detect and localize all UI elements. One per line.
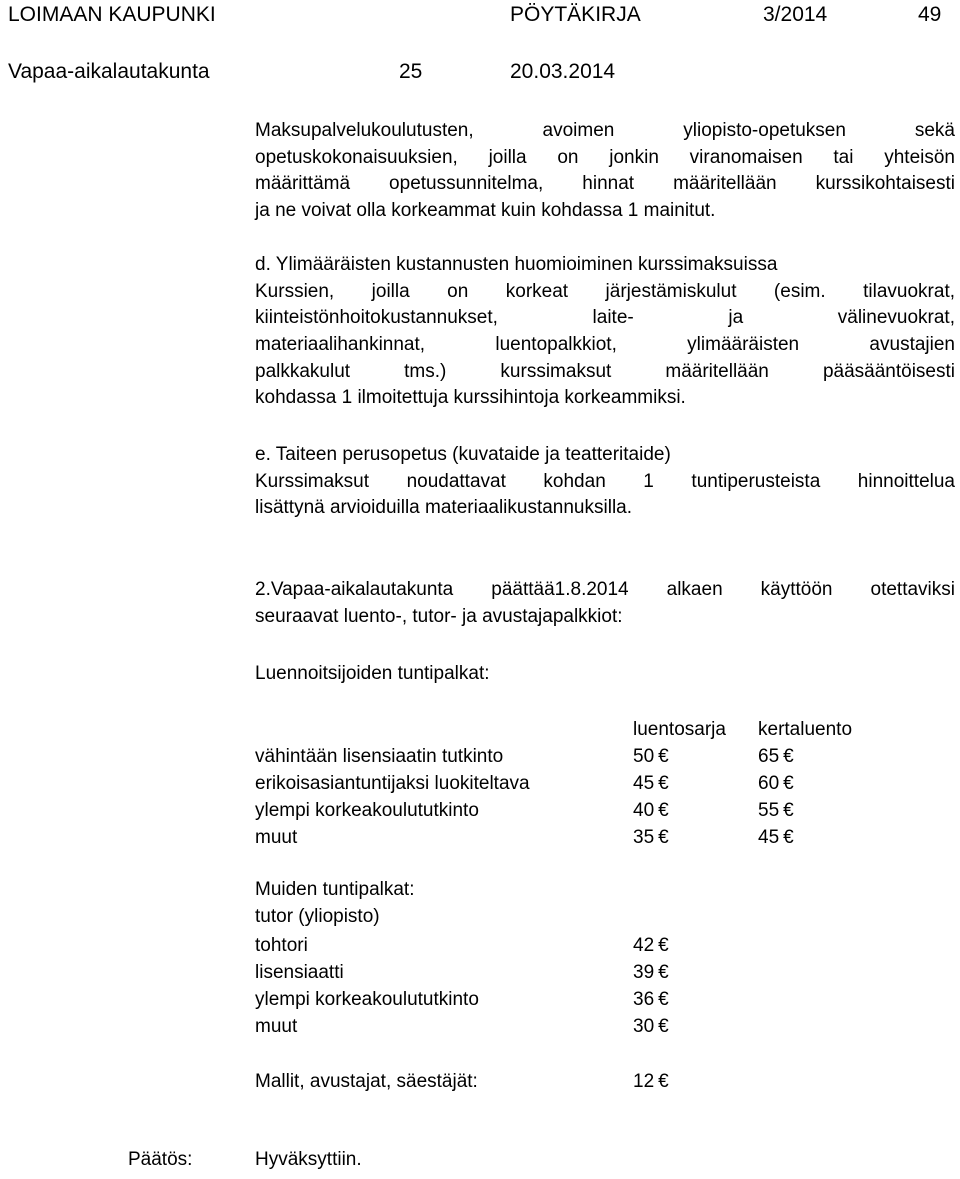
paragraph-line: määrittämä opetussunnitelma, hinnat määritellään kurssikohtaisesti — [255, 173, 955, 195]
row-label: muut — [255, 827, 298, 848]
committee-name: Vapaa-aikalautakunta — [8, 60, 210, 83]
paragraph-line: kiinteistönhoitokustannukset, laite- ja välinevuokrat, — [255, 307, 955, 329]
decision-label: Päätös: — [128, 1149, 193, 1170]
row-label: erikoisasiantuntijaksi luokiteltava — [255, 773, 530, 794]
row-label: tohtori — [255, 935, 308, 956]
row-value-single: 45 € — [758, 824, 794, 851]
col-header-series: luentosarja — [633, 719, 726, 740]
row-value-series: 45 € — [633, 770, 669, 797]
row-label: ylempi korkeakoulututkinto — [255, 800, 479, 821]
euro-icon: € — [783, 773, 794, 794]
euro-icon: € — [658, 773, 669, 794]
row-value-series: 35 € — [633, 824, 669, 851]
paragraph-line: Kurssimaksut noudattavat kohdan 1 tuntiperusteista hinnoittelua — [255, 470, 955, 492]
lecturer-table-title: Luennoitsijoiden tuntipalkat: — [255, 663, 490, 684]
table-row — [255, 743, 875, 770]
euro-icon: € — [658, 935, 669, 956]
table-row — [255, 824, 875, 851]
row-value-single: 60 € — [758, 770, 794, 797]
euro-icon: € — [658, 827, 669, 848]
table-row — [255, 959, 875, 986]
euro-icon: € — [658, 746, 669, 767]
doc-type: PÖYTÄKIRJA — [510, 3, 641, 26]
paragraph-heading: e. Taiteen perusopetus (kuvataide ja teatteritaide) — [255, 444, 671, 465]
table-row — [255, 986, 875, 1013]
other-table-title: Muiden tuntipalkat: — [255, 879, 415, 900]
paragraph-line: 2.Vapaa-aikalautakunta päättää1.8.2014 alkaen käyttöön otettaviksi — [255, 579, 955, 600]
paragraph-line: seuraavat luento-, tutor- ja avustajapalkkiot: — [255, 605, 623, 627]
paragraph-line: lisättynä arvioiduilla materiaalikustannuksilla. — [255, 497, 633, 519]
paragraph-line: opetuskokonaisuuksien, joilla on jonkin viranomaisen tai yhteisön — [255, 146, 955, 168]
paragraph-line: Maksupalvelukoulutusten, avoimen yliopisto-opetuksen sekä — [255, 120, 955, 141]
decision-2 — [255, 577, 955, 630]
row-label: muut — [255, 1016, 298, 1037]
table-row — [255, 932, 875, 959]
table-row — [255, 770, 875, 797]
row-value-series: 50 € — [633, 743, 669, 770]
euro-icon: € — [658, 989, 669, 1010]
doc-number: 3/2014 — [763, 3, 828, 26]
paragraph-e — [255, 442, 955, 522]
row-value: 39 € — [633, 959, 669, 986]
paragraph-d — [255, 252, 955, 412]
other-table-subtitle: tutor (yliopisto) — [255, 906, 380, 927]
row-value: 42 € — [633, 932, 669, 959]
decision-value: Hyväksyttiin. — [255, 1149, 362, 1170]
table-row — [255, 1013, 875, 1040]
euro-icon: € — [783, 800, 794, 821]
paragraph-heading: d. Ylimääräisten kustannusten huomioiminen kurssimaksuissa — [255, 254, 778, 275]
paragraph-line: palkkakulut tms.) kurssimaksut määritellään pääsääntöisesti — [255, 360, 955, 382]
row-label: vähintään lisensiaatin tutkinto — [255, 746, 504, 767]
paragraph-line: materiaalihankinnat, luentopalkkiot, ylimääräisten avustajien — [255, 334, 955, 356]
models-label: Mallit, avustajat, säestäjät: — [255, 1071, 478, 1092]
row-value-single: 65 € — [758, 743, 794, 770]
euro-icon: € — [658, 1016, 669, 1037]
euro-icon: € — [658, 800, 669, 821]
table-row — [255, 797, 875, 824]
lecturer-table-header — [255, 716, 875, 743]
meeting-date: 20.03.2014 — [510, 60, 616, 83]
models-row — [255, 1068, 875, 1095]
euro-icon: € — [658, 962, 669, 983]
euro-icon: € — [783, 827, 794, 848]
section-number: 25 — [399, 60, 423, 83]
page-number: 49 — [918, 3, 942, 26]
models-value: 12 € — [633, 1068, 669, 1095]
row-value-single: 55 € — [758, 797, 794, 824]
row-label: ylempi korkeakoulututkinto — [255, 989, 479, 1010]
col-header-single: kertaluento — [758, 719, 853, 740]
row-value: 30 € — [633, 1013, 669, 1040]
org-name: LOIMAAN KAUPUNKI — [8, 3, 216, 26]
paragraph-line: kohdassa 1 ilmoitettuja kurssihintoja korkeammiksi. — [255, 387, 686, 409]
euro-icon: € — [658, 1071, 669, 1092]
paragraph-c — [255, 118, 955, 225]
paragraph-line: Kurssien, joilla on korkeat järjestämiskulut (esim. tilavuokrat, — [255, 280, 955, 302]
row-value-series: 40 € — [633, 797, 669, 824]
euro-icon: € — [783, 746, 794, 767]
row-value: 36 € — [633, 986, 669, 1013]
row-label: lisensiaatti — [255, 962, 344, 983]
paragraph-line: ja ne voivat olla korkeammat kuin kohdassa 1 mainitut. — [255, 200, 716, 222]
